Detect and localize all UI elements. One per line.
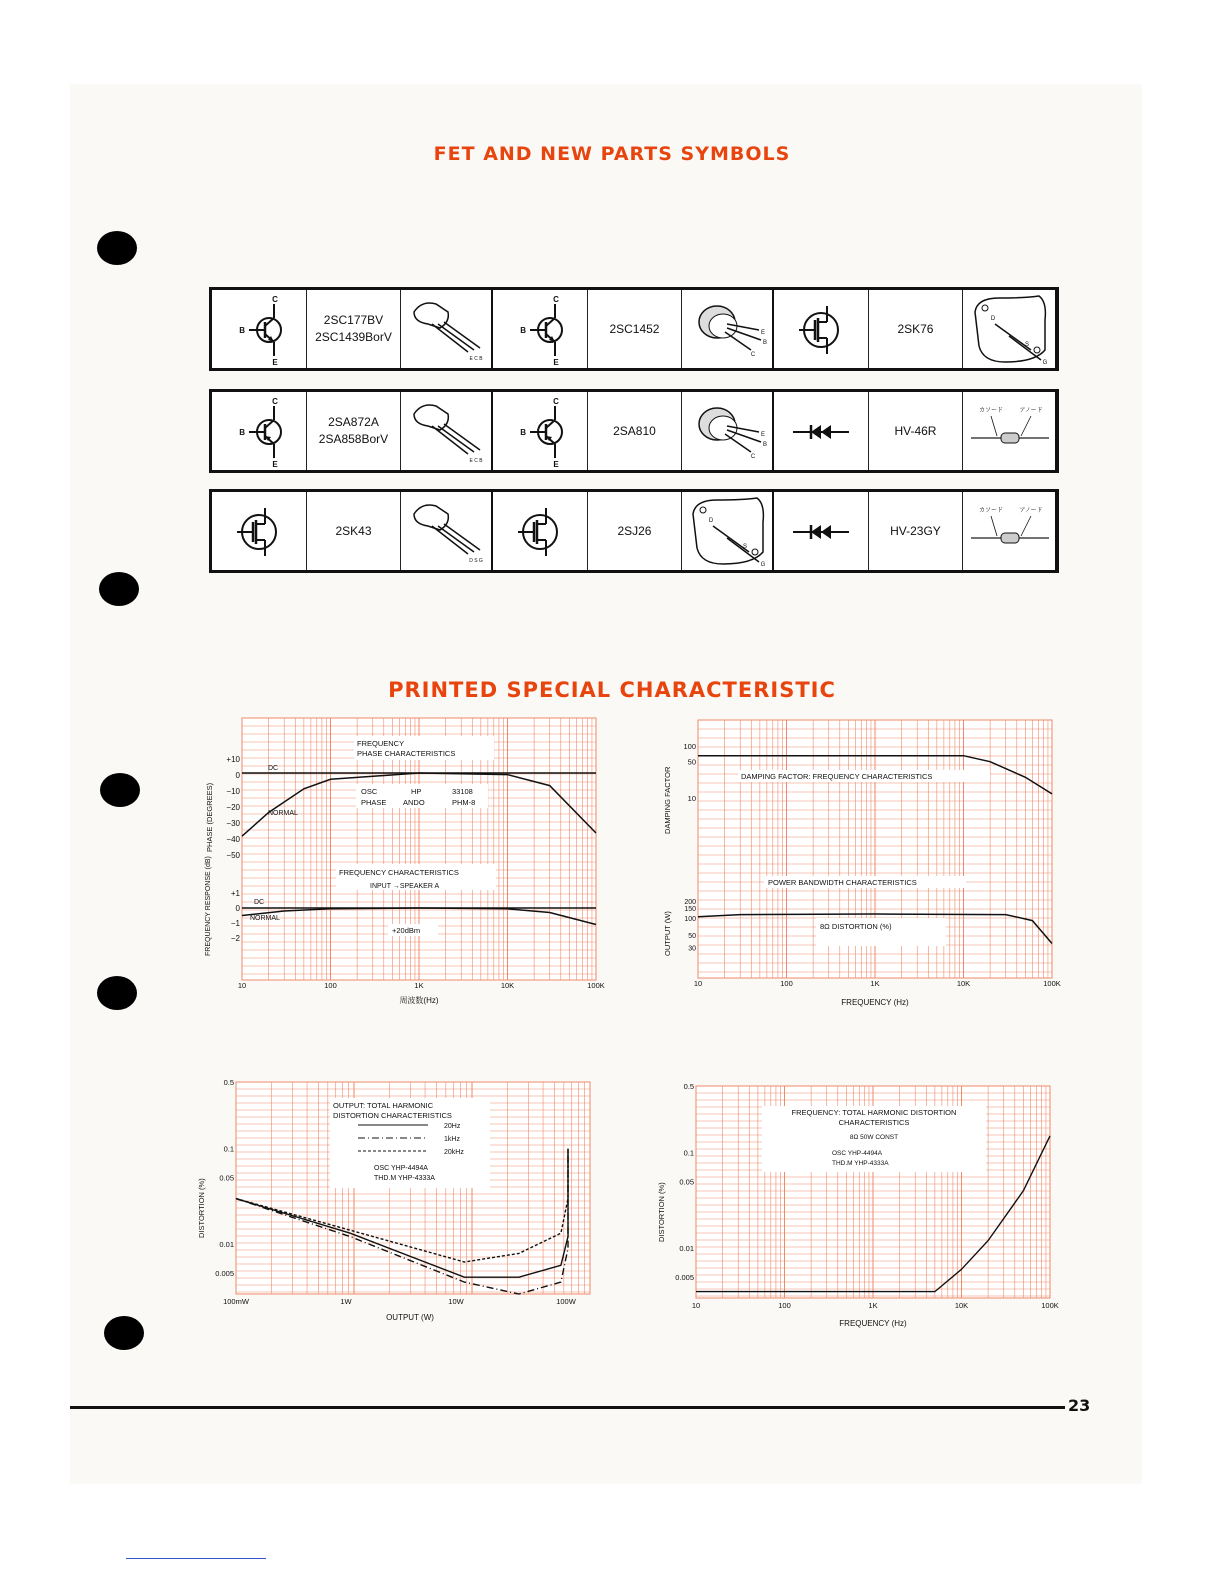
- binder-hole: [99, 572, 139, 606]
- to92-package-icon: [402, 492, 490, 570]
- chart-title: FREQUENCY: [357, 739, 405, 748]
- diode-body: [1001, 533, 1019, 543]
- to3-package-icon: [683, 492, 771, 570]
- part-name-cell: [588, 492, 683, 570]
- series-label: DC: [254, 899, 265, 906]
- y-tick: 0.005: [675, 1272, 694, 1282]
- parts-row: [209, 389, 1059, 473]
- part-name: 2SK43: [335, 523, 372, 538]
- y-axis-label: OUTPUT (W): [663, 911, 672, 956]
- legend-text: OSC: [361, 787, 378, 796]
- y-tick: 200: [684, 899, 696, 907]
- y-tick: 0.1: [683, 1148, 694, 1158]
- fet-symbol-icon: [219, 494, 299, 568]
- page-number: 23: [1068, 1396, 1091, 1415]
- x-tick: 10K: [956, 979, 971, 988]
- can-top: [709, 314, 737, 338]
- y-tick: −10: [226, 787, 240, 796]
- pin-label: E: [761, 432, 766, 438]
- chart-note: OSC YHP-4494A: [374, 1165, 428, 1172]
- pin-label: E C B: [469, 458, 483, 464]
- chart-note: THD.M YHP-4333A: [374, 1175, 435, 1182]
- y-tick: 50: [687, 757, 696, 767]
- binder-hole: [100, 773, 140, 807]
- pin: [432, 324, 468, 352]
- part-name-cell: [869, 492, 964, 570]
- section-title-characteristics: PRINTED SPECIAL CHARACTERISTIC: [388, 678, 836, 702]
- package-cell: [963, 290, 1055, 368]
- chart-title: CHARACTERISTICS: [838, 1118, 910, 1127]
- pin-label: C: [750, 352, 756, 358]
- pin: [438, 426, 474, 452]
- part-name: 2SA810: [613, 423, 656, 438]
- y-tick: 100: [684, 916, 696, 923]
- output-thd-chart: [190, 1072, 606, 1332]
- package-cell: [963, 492, 1055, 570]
- part-name: 2SJ26: [617, 523, 652, 538]
- y-tick: −30: [226, 819, 240, 828]
- legend-text: PHASE: [361, 798, 387, 807]
- case-outline: [414, 405, 448, 430]
- series-label: NORMAL: [268, 810, 298, 817]
- binder-hole: [104, 1316, 144, 1350]
- fet-symbol-icon: [500, 494, 580, 568]
- y-tick: 10: [687, 794, 696, 803]
- npn-symbol-icon: [500, 292, 580, 366]
- diode-body: [1001, 433, 1019, 443]
- part-name-cell: [307, 392, 402, 470]
- package-cell: [682, 392, 774, 470]
- fet-symbol-icon: [781, 292, 861, 366]
- part-name: 2SC177BV 2SC1439BorV: [315, 313, 392, 344]
- pin: [444, 424, 480, 450]
- legend-text: HP: [411, 787, 422, 796]
- diode-symbol-icon: [781, 394, 861, 468]
- x-tick: 100W: [556, 1297, 576, 1306]
- parts-row: [209, 489, 1059, 573]
- binder-hole: [97, 231, 137, 265]
- x-tick: 1K: [870, 979, 880, 988]
- can-top: [709, 416, 737, 440]
- part-name: HV-46R: [894, 423, 937, 438]
- diode-arrow: [821, 525, 831, 539]
- collector-letter: C: [552, 397, 559, 406]
- pin-label: B: [763, 442, 768, 448]
- symbol-cell: [774, 492, 869, 570]
- case-outline: [414, 505, 448, 530]
- legend-text: 20Hz: [444, 1123, 461, 1130]
- symbol-cell: [212, 392, 307, 470]
- phase-frequency-chart: [196, 712, 606, 1012]
- y-tick: +10: [226, 755, 240, 764]
- chart-subtitle: FREQUENCY CHARACTERISTICS: [339, 868, 459, 877]
- part-name-cell: [869, 392, 964, 470]
- to92-package-icon: [402, 290, 490, 368]
- base-letter: B: [520, 326, 526, 335]
- pnp-symbol-icon: [500, 394, 580, 468]
- x-tick: 100: [780, 979, 793, 988]
- y-tick: 0.5: [683, 1082, 694, 1091]
- x-tick: 100K: [1043, 979, 1061, 988]
- diode-package-icon: [965, 392, 1053, 470]
- cathode-label: カソード: [979, 408, 1004, 414]
- diode-arrow: [811, 525, 821, 539]
- x-axis-label: 周波数(Hz): [399, 996, 439, 1005]
- legend-text: 33108: [452, 787, 473, 796]
- collector-letter: C: [552, 295, 559, 304]
- chart-note: 8Ω DISTORTION (%): [820, 922, 892, 931]
- y-tick: 0.1: [223, 1144, 234, 1154]
- package-cell: [963, 392, 1055, 470]
- frequency-thd-chart: [650, 1076, 1066, 1336]
- x-tick: 10K: [500, 981, 515, 990]
- package-cell: [682, 290, 774, 368]
- part-name: 2SK76: [897, 321, 934, 336]
- pin-label: B: [763, 340, 768, 346]
- legend-text: 20kHz: [444, 1149, 464, 1156]
- chart-note: +20dBm: [392, 926, 421, 935]
- chart-title: FREQUENCY: TOTAL HARMONIC DISTORTION: [791, 1108, 957, 1117]
- pin-label: E C B: [469, 356, 483, 362]
- pin: [444, 524, 480, 550]
- emitter-letter: E: [553, 460, 559, 468]
- package-cell: [401, 492, 493, 570]
- to92-package-icon: [402, 392, 490, 470]
- x-tick: 10: [237, 981, 247, 990]
- x-tick: 100mW: [223, 1297, 249, 1306]
- pin-label: E: [761, 330, 766, 336]
- symbol-cell: [493, 290, 588, 368]
- x-tick: 10W: [448, 1297, 464, 1306]
- part-name-cell: [869, 290, 964, 368]
- y-tick: 100: [683, 742, 696, 751]
- package-cell: [682, 492, 774, 570]
- chart-subtitle: INPUT →SPEAKER A: [370, 883, 440, 890]
- y-tick: 0: [235, 771, 240, 780]
- chart-subtitle: POWER BANDWIDTH CHARACTERISTICS: [768, 878, 917, 887]
- diode-symbol-icon: [781, 494, 861, 568]
- part-name-cell: [588, 290, 683, 368]
- to5-package-icon: [683, 392, 771, 470]
- package-cell: [401, 392, 493, 470]
- chart-title: DAMPING FACTOR: FREQUENCY CHARACTERISTICS: [741, 772, 933, 781]
- pin-label: G: [760, 562, 766, 568]
- x-tick: 10K: [954, 1301, 969, 1310]
- y-axis-label: DISTORTION (%): [197, 1178, 206, 1238]
- x-tick: 10: [693, 979, 703, 988]
- x-tick: 1W: [340, 1297, 352, 1306]
- chart-title: DISTORTION CHARACTERISTICS: [333, 1111, 452, 1120]
- x-tick: 100: [324, 981, 337, 990]
- x-tick: 10: [691, 1301, 701, 1310]
- base-letter: B: [520, 428, 526, 437]
- y-tick: +1: [230, 889, 240, 898]
- package-cell: [401, 290, 493, 368]
- y-tick: 0.01: [219, 1240, 234, 1250]
- y-tick: 150: [684, 906, 696, 914]
- link-underline: [126, 1558, 266, 1559]
- chart-subtitle: 8Ω 50W CONST: [849, 1134, 899, 1141]
- anode-label: アノード: [1019, 408, 1043, 414]
- pin-label: C: [750, 454, 756, 460]
- pin: [432, 526, 468, 554]
- pin: [432, 426, 468, 454]
- x-tick: 1K: [414, 981, 424, 990]
- y-tick: 0.05: [219, 1173, 234, 1183]
- cathode-label: カソード: [979, 508, 1004, 514]
- emitter-letter: E: [272, 358, 278, 366]
- series-label: DC: [268, 765, 279, 772]
- part-name: 2SA872A 2SA858BorV: [318, 415, 389, 446]
- symbol-cell: [493, 392, 588, 470]
- y-tick: 0: [235, 904, 240, 913]
- x-tick: 100: [778, 1301, 791, 1310]
- chart-title: OUTPUT: TOTAL HARMONIC: [333, 1101, 434, 1110]
- pnp-symbol-icon: [219, 394, 299, 468]
- chart-note: THD.M YHP-4333A: [832, 1160, 889, 1167]
- y-tick: 30: [688, 945, 696, 953]
- damping-power-chart: [656, 712, 1066, 1012]
- emitter-letter: E: [272, 460, 278, 468]
- chart-note: OSC YHP-4494A: [832, 1150, 883, 1157]
- y-tick: 0.01: [679, 1244, 694, 1254]
- pin-label: G: [1042, 360, 1048, 366]
- pin: [444, 322, 480, 348]
- y-tick: 50: [688, 932, 696, 940]
- symbol-cell: [212, 290, 307, 368]
- y-tick: −1: [230, 919, 240, 928]
- y-tick: 0.05: [679, 1177, 694, 1187]
- section-title-parts: FET AND NEW PARTS SYMBOLS: [433, 143, 791, 165]
- pin-label: D: [708, 518, 714, 524]
- case-outline: [414, 303, 448, 328]
- diode-arrow: [811, 425, 821, 439]
- pointer: [991, 516, 997, 536]
- collector-letter: C: [271, 295, 278, 304]
- x-tick: 100K: [587, 981, 605, 990]
- pin-label: D: [990, 316, 996, 322]
- chart-title: PHASE CHARACTERISTICS: [357, 749, 456, 758]
- pointer: [1021, 416, 1031, 436]
- npn-symbol-icon: [219, 292, 299, 366]
- x-axis-label: FREQUENCY (Hz): [841, 998, 909, 1007]
- part-name-cell: [307, 290, 402, 368]
- legend-text: PHM-8: [452, 798, 476, 807]
- anode-label: アノード: [1019, 508, 1043, 514]
- series-label: NORMAL: [250, 915, 280, 922]
- pin-label: S: [1025, 342, 1030, 348]
- legend-text: ANDO: [403, 798, 425, 807]
- pin-label: D S G: [469, 558, 483, 564]
- y-axis-label: DISTORTION (%): [657, 1182, 666, 1242]
- y-tick: 0.5: [223, 1078, 234, 1087]
- base-letter: B: [239, 326, 245, 335]
- to3-package-icon: [965, 290, 1053, 368]
- symbol-cell: [212, 492, 307, 570]
- y-tick: −2: [230, 934, 240, 943]
- y-axis-label: FREQUENCY RESPONSE (dB): [205, 856, 212, 956]
- pin-label: S: [743, 544, 748, 550]
- pin: [438, 526, 474, 552]
- x-tick: 100K: [1041, 1301, 1059, 1310]
- symbol-cell: [774, 392, 869, 470]
- part-name-cell: [588, 392, 683, 470]
- symbol-cell: [774, 290, 869, 368]
- x-axis-label: FREQUENCY (Hz): [839, 1319, 907, 1328]
- y-tick: −20: [226, 803, 240, 812]
- diode-arrow: [821, 425, 831, 439]
- collector-letter: C: [271, 397, 278, 406]
- y-tick: −40: [226, 835, 240, 844]
- parts-row: [209, 287, 1059, 371]
- x-tick: 1K: [868, 1301, 878, 1310]
- base-letter: B: [239, 428, 245, 437]
- part-name: HV-23GY: [890, 523, 941, 538]
- symbol-cell: [493, 492, 588, 570]
- y-axis-label: PHASE (DEGREES): [205, 782, 214, 852]
- footer-rule: [70, 1406, 1065, 1409]
- pointer: [1021, 516, 1031, 536]
- y-axis-label: DAMPING FACTOR: [663, 766, 672, 834]
- x-axis-label: OUTPUT (W): [386, 1313, 434, 1322]
- pointer: [991, 416, 997, 436]
- binder-hole: [97, 976, 137, 1010]
- pin: [438, 324, 474, 350]
- part-name: 2SC1452: [609, 321, 660, 336]
- emitter-letter: E: [553, 358, 559, 366]
- diode-package-icon: [965, 492, 1053, 570]
- y-tick: −50: [226, 851, 240, 860]
- legend-text: 1kHz: [444, 1136, 460, 1143]
- y-tick: 0.005: [215, 1268, 234, 1278]
- part-name-cell: [307, 492, 402, 570]
- to5-package-icon: [683, 290, 771, 368]
